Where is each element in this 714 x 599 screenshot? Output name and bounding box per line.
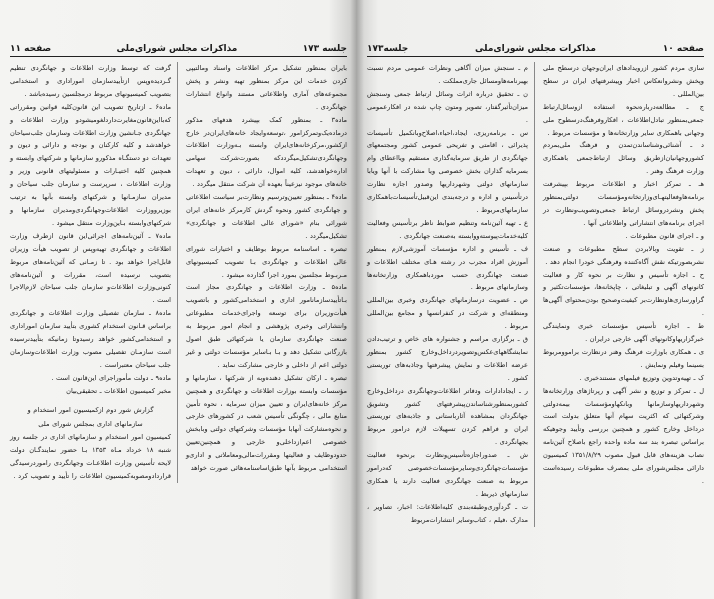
- note: تبصره ـ اساسنامه مربوط بوظایف و اختیارات شورای عالی اطلاعات و جهانگردی بـا تصویب کمیسیونهای مـربـوط مجلسین بمورد اجرا گذارده میشود .: [186, 244, 347, 279]
- report-title-line2: سازمانهای اداری بمجلس شورای ملی: [38, 420, 143, 429]
- report-title-line1: گزارش شور دوم ازکمیسیون امور استخدام و: [27, 405, 154, 414]
- clause: ش ـ صدوراجازه‌تأسیس‌ونظارت برنحوه فعالیت مؤسسات‌جهانگردی‌وسایر‌مؤسسات‌خصوصی که‌درامور مربوط به صنعت جهانگردی فعالیت دارند یا همکاری سازمانهای ذیربط .: [367, 451, 528, 498]
- clause: ر ـ ایجاد‌ادارات ودفاتر اطلاعات‌وجهانگردی درداخل‌وخارج کشور‌بمنظورشناساندن‌پیشرفتهای کشور وتشویق جهانگردان بمشاهده آثارباستانی و جاذبه‌های توریستی ایران و فراهم کردن تسهیلات لازم درامور مربوط بجهانگردی .: [367, 386, 528, 447]
- article-4: ماده۴ ـ بمنظور تعیین‌وترسیم ونظارت‌بر سیاست اطلاعاتی و جهانگردی کشور ونحوه گردش کارمرکز خانه‌های ایران شورائی بنام «شورای عالی اطلاعات و جهانگردی» تشکیل‌میگردد .: [186, 193, 347, 240]
- clause: ت ـ گردآوری‌وطبقه‌بندی کلیه‌اطلاعات: اخبار، تصاویر ، مدارک ،فیلم ، کتاب‌وسایر انتشارات‌مربوط: [367, 502, 528, 524]
- note: تبصره ـ ارکان تشکیل دهنده‌وبه از شرکتها ، سازمانها و مؤسسات وابسته بوزارت اطلاعات و جهانگردی و همچنین مرکز خانه‌های‌ایران و تعیین میزان سرمایه ، نحوه تأمین منابع مالی ، چگونگی تأسیس شعب در کشورهای خارجی و نحوه‌مشارکت آنهابا مؤسسات وشرکتهای دولتی وبابخش خصوصی اعم‌ازداخلی‌و خارجی و همچنین‌تعیین حدودوظایف و فعالیتها ومقررات‌مالی‌ومعاملاتی و اداری‌و استخدامی مربوط بآنها طبق‌اساسنامه‌هائی صورت خواهد: [186, 373, 347, 473]
- session-label: جلسه۱۷۳: [367, 44, 409, 54]
- clause: ع ـ تهیه آئین‌نامه وتنظیم ضوابط ناظر برتأسیس وفعالیت کلیه‌خدمات‌پیوسته‌ووابسته به‌صنعت جهانگردی .: [367, 218, 528, 240]
- book-gutter: [350, 0, 364, 599]
- clause: د ـ آشنائی‌وشناساندن‌تمدن و فرهنگ ملی‌بمردم کشوروجهانیان‌ازطریق وسائل ارتباط‌جمعی باهمکاری وزارت فرهنگ وهنر .: [543, 141, 704, 176]
- clause: و ـ اجرای قانون مطبوعات .: [625, 231, 704, 240]
- text-columns: [10, 62, 347, 483]
- column-right: [186, 62, 347, 483]
- column-left: [367, 62, 535, 527]
- article-7: ماده۷ ـ آئین‌نامه‌های اجرائی‌این قانون ازطرف وزارت اطلاعات و جهانگردی تهیه‌وپس از تصویب هیأت وزیران قابل‌اجرا خواهد بود . تا زمـانی که آئین‌نامه‌های مربوط بتصویب نرسیده است، مقررات و آئین‌نامه‌های کنونی‌وزارت اطلاعات‌و سازمان جلب سیاحان لازم‌الاجرا است .: [10, 231, 171, 305]
- page-number: صفحه ۱۰: [662, 44, 704, 54]
- paragraph: گرفت که توسط وزارت اطلاعات و جهانگردی تنظیم گـردیده‌وپس ازتأییدسازمان اموراداری و استخدامی بتصویب کمیسیونهای مربوط درمجلسین رسیده‌باشد .: [10, 64, 171, 98]
- clause: ح ـ اجازه تأسیس و نظارت بر نحوه کار و فعالیت کانونهای آگهی و تبلیغاتی ، چاپخانه‌ها، مؤسسات‌تکثیر و گراورسازی‌هاونظارت‌بر کیفیت‌وصحیح بودن‌محتوای آگهی‌ها .: [543, 270, 704, 318]
- clause: ل ـ تمرکز و توزیع و نشر آگهی و رپرتاژهای وزارتخانه‌ها وشهرداریهاوسازمانها وبانکهاومؤسسات بیمه‌دولتی وشرکتهائی که اکثریت سهام آنها متعلق بدولت است درداخل وخارج کشور و همچنین بررسی وتأیید وجوهیکه براساس تبصره بند سه ماده واحده راجع باصلاح آئین‌نامه نصاب هزینه‌های قابل قبول مصوب ۱۳۵۱/۸/۲۹ کمیسیون دارائی مجلس‌شورای ملی بمصرف مطبوعات رسیده‌است .: [543, 386, 704, 485]
- rapporteur: مخبر کمیسیون اطلاعات ـ تحقیقی‌بیان: [66, 386, 171, 395]
- running-title: مذاکرات مجلس شورای‌ملی: [116, 44, 238, 54]
- page-header: [10, 40, 347, 57]
- page-header: [367, 40, 704, 57]
- clause: ج ـ مطالعه‌درباره‌نحوه استفاده ازوسائل‌ارتباط جمعی‌بمنظور تبادل‌اطلاعات ، افکاروفرهنگ‌درسطوح ملی وجهانی باهمکاری سایر وزارتخانه‌ها و مؤسسات مربوط .: [543, 102, 704, 137]
- clause: س ـ برنامه‌ریزی، ایجاد،احیاء،اصلاح‌وبانکمیل تأسیسات پذیرائی ، اقامتی و تفریحی عمومی کشور ومجتمعهای جهانگردی از طریق سرمایه‌گذاری مستقیم ویااعطای وام بسرمایه گذاران بخش خصوصی ویا مشارکت با آنها ویابا سازمانهای دولتی وشهرداریها وصدور اجازه نظارت درتأسیس و اداره و درجه‌بندی این‌قبیل‌تأسیسات‌باهمکاری سازمانهای‌مربوط .: [367, 128, 528, 214]
- article-9: ماده۹ ـ دولت مأموراجرای این‌قانون است .: [51, 373, 171, 382]
- text-columns: [367, 62, 704, 527]
- page-10: [357, 0, 714, 599]
- running-title: مذاکرات مجلس شورای‌ملی: [475, 44, 596, 54]
- clause: ز ـ تقویت وبالابردن سطح مطبوعات و صنعت نشربصورتیکه نقش آگاه‌کننده وفرهنگی خودرا انجام دهد .: [543, 244, 704, 266]
- clause: ط ـ اجازه تأسیس مؤسسات خبری ونمایندگی خبرگزاریهاوکانونهای آگهی خارجی درایران .: [543, 322, 704, 344]
- clause: م ـ سنجش میزان آگاهی ونظرات عمومی مردم نسبت بهبرنامه‌هاو‌مسائل جاری‌مملکت .: [367, 64, 528, 85]
- article-3: ماده۳ ـ بمنظور کمک بپیشرد هدفهای مذکور درماده‌یک‌وتمرکزامور ،توسعه‌وایجاد خانه‌های‌ایران‌در خارج ازکشور،مرکزخانه‌های‌ایران وابسته بـه‌وزارت اطلاعات وجهانگردی‌تشکیل‌میگرددکه بصورت‌شرکت سهامی اداره‌خواهدشد، کلیه اموال، دارائی ، دیون و تعهدات خانه‌های موجود نیزعیناً بعهده آن شرکت منتقل میگردد .: [186, 115, 347, 189]
- clause: هـ ـ تمرکز اخبار و اطلاعات مربوط بپیشرفت برنامه‌هاوفعالیتهـای‌وزارتخانه‌ومؤسسات دولتی‌بمنظور پخش ونشردروسائل ارتباط جمعی‌وتصویب‌ونظارت در اجرای برنامه‌های انتشاراتی واطلاعاتی آنها .: [543, 180, 704, 227]
- article-8: ماده۸ ـ سازمان تفصیلی وزارت اطلاعات و جهانگردی براساس قـانون استخدام کشوری بتأیید سازمان اموراداری و استخدامی‌کشور خواهد رسیدوتا زمانیکه بتأیید‌نرسیده است سازمـان تفصیلی مصوب وزارت اطلاعات‌وسازمان جلب سیاحان معتبراست .: [10, 309, 171, 369]
- paragraph: بایران بمنظور تشکیل مرکز اطلاعات واسناد ومالتیپی کردن خدمات این مرکز بمنظور تهیه ونشر و پخش مجموعه‌های آماری واطلاعاتی مستند وانواع انتشارات جهانگردی .: [186, 64, 347, 111]
- clause: سازی مردم کشور ازرویدادهای ایران‌وجهان درسطح ملی وپخش ونشروانعکاس اخبار وپیشرفتهای ایران در سطح بین‌المللی .: [543, 64, 704, 98]
- article-6: ماده۶ ـ ازتاریخ تصویب این قانون‌کلیه قوانین ومقرراتی که‌بااین‌قانون‌مغایرت‌دارد‌لغو‌میشودو وزارت اطلاعات و جهانگردی جـانشین وزارت اطلاعات وسازمان جلب‌سیاحان خواهدشد و کلیه کارکنان و بودجه و دارائی و دیون و تعهدات دو دستگـاه مذکورو سازمانها و شرکتهای وابسته و همچنین کلیه اختیـارات و مسئولیتهای قانونی وزیر و وزارت اطلاعات ، سرپرست و سازمان جلب سیاحان و مدیران سازمـانها و شرکتهای وابسته بآنها به ترتیب بوزیروو‌زارت اطلاعات‌وجهانگردی‌ومدیران سازمانها و شرکتهای‌وابسته بـاین‌وزارت منتقل میشود .: [10, 102, 171, 227]
- page-number: صفحه ۱۱: [10, 44, 52, 54]
- column-left: [10, 62, 178, 483]
- clause: ص ـ عضویت درسازمانهای جهانگردی وخبری بین‌المللی ومنطقه‌ای و شرکت در کنفرانسها و مجامع بین‌المللی مربوط .: [367, 296, 528, 331]
- clause: ک ـ تهیه‌وتدوین وتوزیع فیلمهای مستندخبری .: [579, 373, 704, 382]
- report-body: کمیسیون امور استخدام و سازمانهای اداری در جلسه روز شنبه ۱۸ خرداد مـاه ۱۳۵۳ بـا حضور نمایندگـان دولت لایحه تأسیس وزارت اطلاعـات وجهانگردی رامورد‌رسیدگی‌ قرارداد‌ومصوبه‌کمیسیون اطلاعات را تأیید و تصویب کرد .: [10, 433, 172, 481]
- clause: ی ـ همکاری باوزارت فرهنگ وهنر درنظارت براموومربوط بسینما وفیلم ونمایش .: [543, 347, 704, 369]
- clause: ن ـ تحقیق درباره اثرات وسائل ارتباط جمعی وسنجش میزان‌تأثیر‌گفتار، تصویر ومتون چاپ شده در افکارعمومی .: [367, 89, 528, 124]
- clause: ف ـ تأسیس و اداره مؤسسات آموزشی‌لازم بمنظور آموزش افراد مجرب در رشته هـای مختلف اطلاعات و صنعت جهانگردی حسب موردباهمکاری وزارتخانه‌ها وسازمانهای مربوط .: [367, 244, 528, 292]
- column-right: [543, 62, 704, 527]
- clause: ق ـ برگزاری مراسم و جشنواره های خاص و ترتیب‌دادن نمایشگاههای‌عکس‌وتصویر‌درداخل‌وخارج کشور بمنظور عرضه اطلاعات و نمایش پیشرفتها وجاذبه‌های توریستی کشور .: [367, 335, 528, 382]
- session-label: جلسه ۱۷۳: [302, 44, 347, 54]
- article-5: ماده۵ ـ وزارت اطلاعات و جهانگردی مجاز است بـاتأییدسازمانامور اداری و استخدامی‌کشور و باتصویب هیأت‌وزیران برای توسعه واجرای‌خدمات مطبوعاتی وانتشاراتی وخبری‌ پژوهشی و انجام امور مربوط به صنعت جهانگردی سازمان یا شرکتهائی طبق اصول بازرگانی تشکیل دهد و بـا بـا‌سایر مؤسسات دولتی و غیر دولتی اعم از داخلی و خارجی مشارکت نماید .: [186, 283, 347, 369]
